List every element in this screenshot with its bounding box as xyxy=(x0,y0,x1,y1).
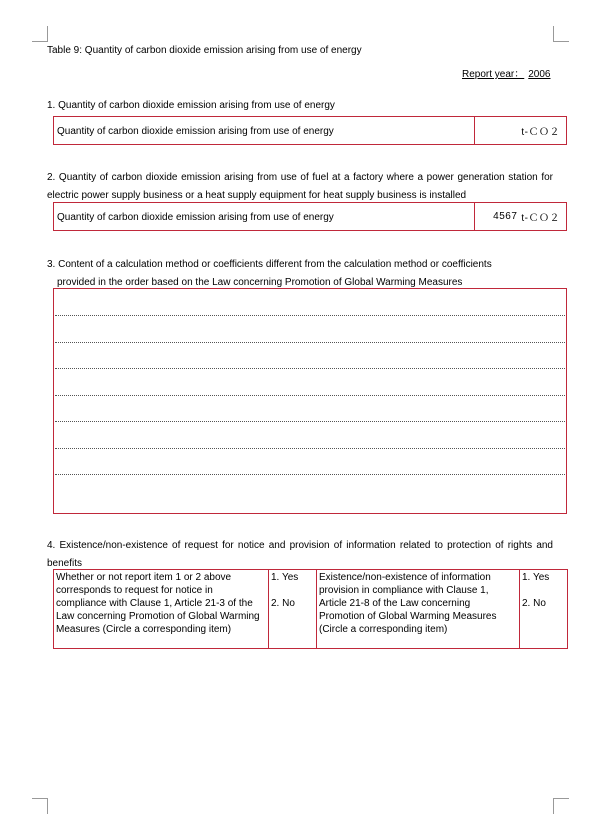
section4-request-table xyxy=(53,569,568,649)
ruled-line xyxy=(55,342,565,343)
report-year-value: 2006 xyxy=(528,69,551,80)
request-notice-no-option[interactable]: 2. No xyxy=(271,598,295,609)
section2-quantity-row xyxy=(53,202,567,231)
section1-value-field[interactable] xyxy=(475,117,566,144)
section3-heading-line1: 3. Content of a calculation method or coefficients different from the calculation method or coefficients xyxy=(47,259,492,270)
report-year xyxy=(462,65,551,80)
report-year-label: Report year： xyxy=(462,69,525,80)
table-title: Table 9: Quantity of carbon dioxide emission arising from use of energy xyxy=(47,45,362,56)
ruled-line xyxy=(55,448,565,449)
request-notice-yes-option[interactable]: 1. Yes xyxy=(271,572,299,583)
section2-value-field[interactable] xyxy=(475,203,566,230)
section1-heading: 1. Quantity of carbon dioxide emission arising from use of energy xyxy=(47,100,335,111)
ruled-line xyxy=(55,315,565,316)
section1-row-label: Quantity of carbon dioxide emission arising from use of energy xyxy=(54,117,475,144)
section2-row-label: Quantity of carbon dioxide emission arising from use of energy xyxy=(54,203,475,230)
ruled-line xyxy=(55,395,565,396)
crop-mark-top-right xyxy=(553,26,569,42)
section2-value: 4567 xyxy=(493,211,518,222)
section3-heading-line2: provided in the order based on the Law concerning Promotion of Global Warming Measures xyxy=(57,277,463,288)
section3-heading xyxy=(47,256,553,292)
info-provision-yes-option[interactable]: 1. Yes xyxy=(522,572,550,583)
section4-heading: 4. Existence/non-existence of request for notice and provision of information related to protection of rights and benefits xyxy=(47,540,553,569)
ruled-line xyxy=(55,474,565,475)
request-notice-question: Whether or not report item 1 or 2 above corresponds to request for notice in compliance with Clause 1, Article 21-3 of the Law concerning Promotion of Global Warming Measures (Circle a corresponding item) xyxy=(54,570,269,648)
section3-content-area[interactable] xyxy=(53,288,567,514)
crop-mark-bottom-left xyxy=(32,798,48,814)
request-notice-options xyxy=(269,570,317,648)
section1-unit: t-ＣＯ２ xyxy=(521,127,560,138)
ruled-line xyxy=(55,368,565,369)
crop-mark-top-left xyxy=(32,26,48,42)
crop-mark-bottom-right xyxy=(553,798,569,814)
section1-quantity-row xyxy=(53,116,567,145)
section2-heading: 2. Quantity of carbon dioxide emission arising from use of fuel at a factory where a power generation station for electric power supply business or a heat supply equipment for heat supply business is installed xyxy=(47,172,553,201)
info-provision-question: Existence/non-existence of information provision in compliance with Clause 1, Article 21-8 of the Law concerning Promotion of Global Warming Measures (Circle a corresponding item) xyxy=(317,570,520,648)
ruled-line xyxy=(55,421,565,422)
info-provision-options xyxy=(520,570,567,648)
section2-unit: t-ＣＯ２ xyxy=(521,213,560,224)
info-provision-no-option[interactable]: 2. No xyxy=(522,598,546,609)
